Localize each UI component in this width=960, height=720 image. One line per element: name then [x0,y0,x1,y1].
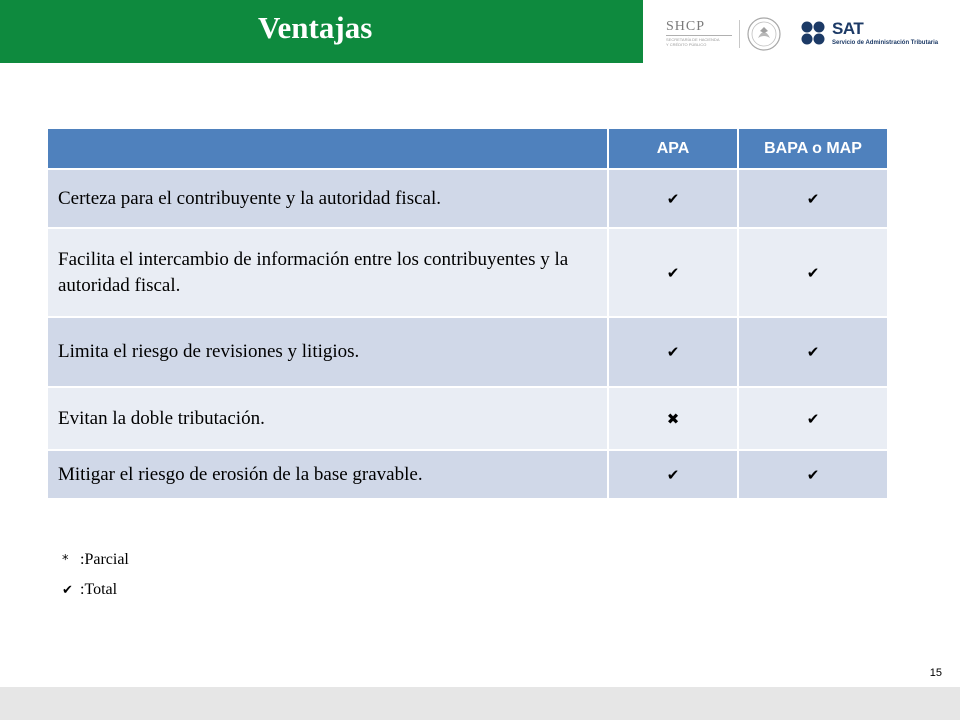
logo-divider [739,20,740,48]
shcp-subtitle-line2: Y CRÉDITO PÚBLICO [666,42,707,47]
shcp-subtitle-line1: SECRETARÍA DE HACIENDA [666,37,720,42]
advantage-label: Facilita el intercambio de información entre los contribuyentes y la autoridad fiscal. [48,228,608,317]
column-header-apa: APA [608,129,738,169]
legend-item-total [62,578,129,608]
apa-check-icon: ✔ [608,450,738,498]
national-seal-icon [746,16,782,52]
sat-mark-icon [801,21,827,47]
bapa-check-icon: ✔ [738,387,887,450]
table-row [48,228,887,317]
legend [62,548,129,608]
legend-text: :Parcial [76,551,129,568]
column-header-blank [48,129,608,169]
table-row [48,387,887,450]
check-icon: ✔ [62,583,73,598]
legend-item-partial [62,548,129,578]
shcp-rule [666,35,732,36]
advantage-label: Certeza para el contribuyente y la autoridad fiscal. [48,169,608,228]
asterisk-icon: * [62,553,69,568]
apa-check-icon: ✔ [608,228,738,317]
table-row [48,169,887,228]
bapa-check-icon: ✔ [738,228,887,317]
advantage-label: Mitigar el riesgo de erosión de la base gravable. [48,450,608,498]
page-number: 15 [929,667,942,679]
advantage-label: Evitan la doble tributación. [48,387,608,450]
header-logos [650,0,960,63]
apa-check-icon: ✔ [608,317,738,387]
slide-title: Ventajas [258,10,373,45]
apa-check-icon: ✔ [608,169,738,228]
bapa-check-icon: ✔ [738,169,887,228]
sat-name: SAT [832,19,864,38]
table-header-row [48,129,887,169]
apa-cross-icon: ✖ [608,387,738,450]
bapa-check-icon: ✔ [738,317,887,387]
bapa-check-icon: ✔ [738,450,887,498]
advantages-table [48,129,887,498]
column-header-bapa-map: BAPA o MAP [738,129,887,169]
shcp-logo [666,20,732,47]
table-row [48,317,887,387]
footer-bar [0,687,960,720]
legend-text: :Total [76,581,118,598]
advantage-label: Limita el riesgo de revisiones y litigios. [48,317,608,387]
sat-subtitle: Servicio de Administración Tributaria [832,40,939,46]
shcp-name: SHCP [666,19,706,34]
table-row [48,450,887,498]
